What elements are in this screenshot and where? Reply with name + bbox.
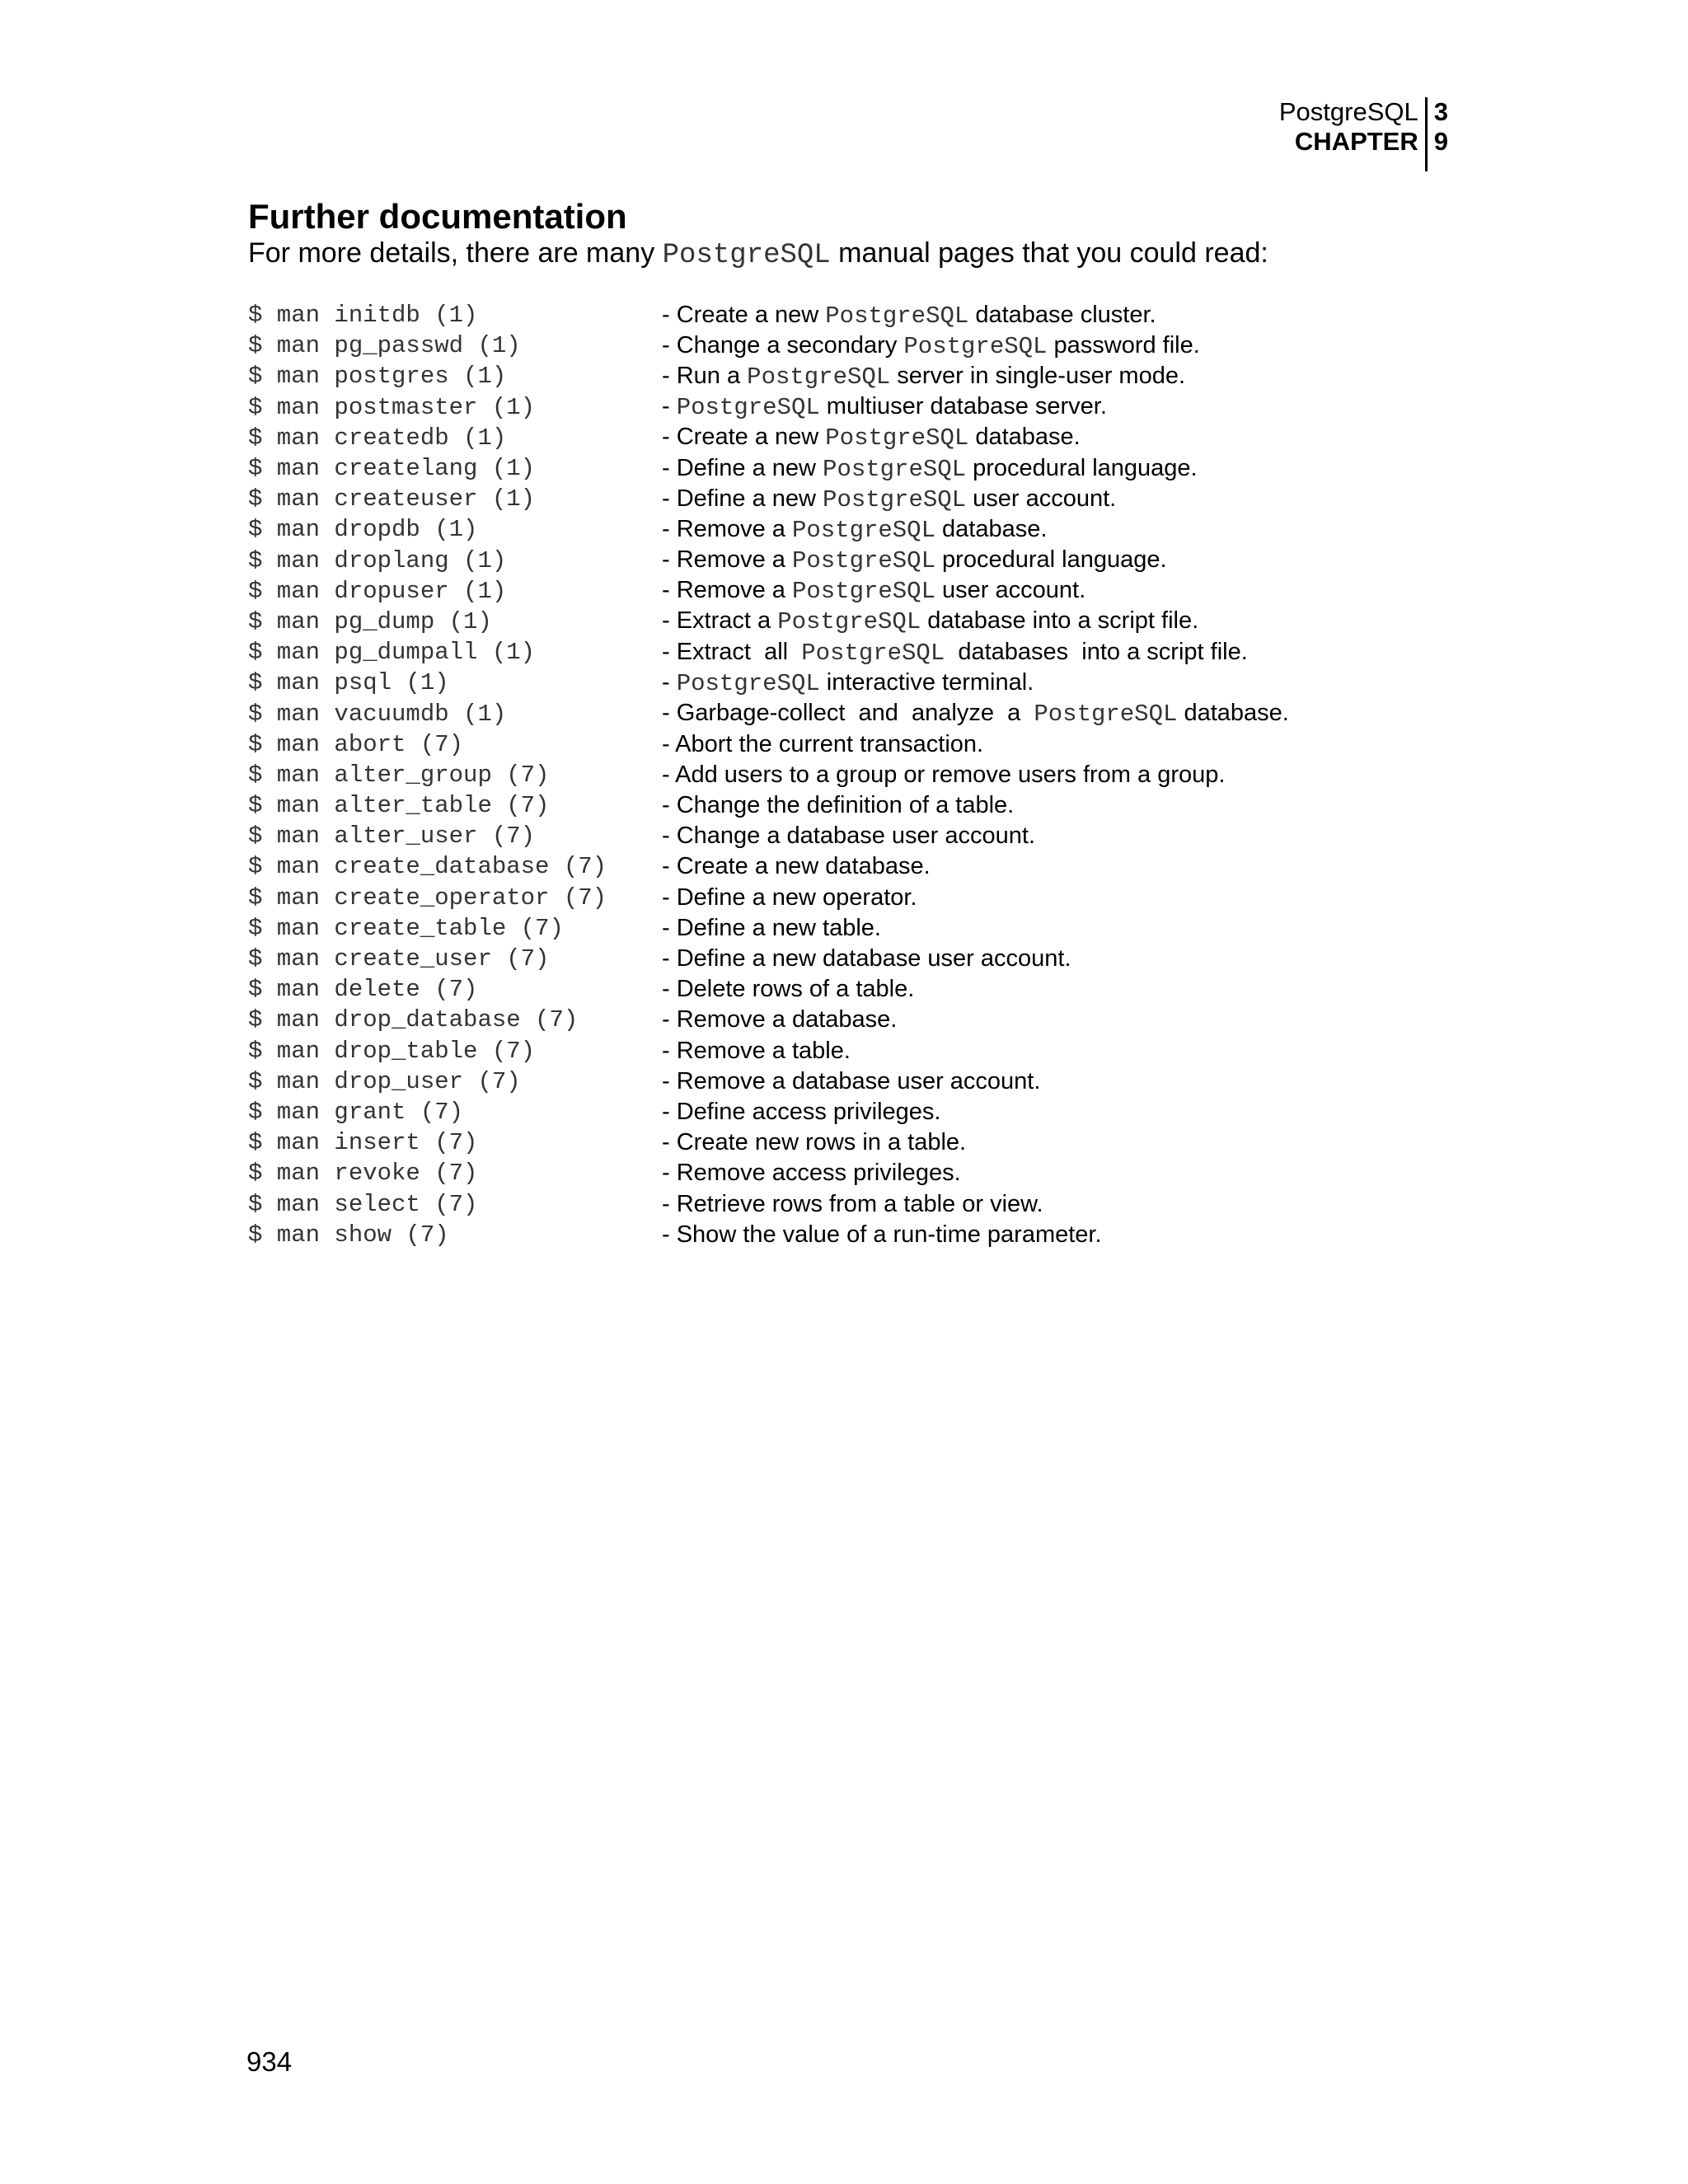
man-description-text: - Change a database user account. [662,823,1036,850]
man-description [662,639,1248,667]
man-page-row [248,1005,1289,1035]
man-description-text-after: interactive terminal. [819,668,1034,696]
page-number: 934 [246,2046,293,2077]
man-description-text: - Retrieve rows from a table or view. [662,1190,1043,1217]
man-description-text: - Remove a [662,546,792,574]
man-command: $ man create_user (7) [248,945,550,973]
man-command: $ man create_operator (7) [248,883,607,912]
man-page-row [248,1158,1289,1188]
man-page-row [248,607,1289,637]
man-command: $ man revoke (7) [248,1160,478,1188]
man-description-text: - Remove a database. [662,1006,898,1033]
man-description-code: PostgreSQL [825,302,969,330]
man-description-text: - Define a new [662,454,823,481]
man-description-code: PostgreSQL [1034,701,1178,729]
man-description-text-after: server in single-user mode. [890,362,1186,389]
man-command: $ man create_table (7) [248,914,564,942]
man-command: $ man delete (7) [248,976,478,1004]
man-description [662,1099,940,1126]
man-command: $ man alter_table (7) [248,792,550,820]
man-description [662,1038,851,1065]
man-command: $ man createdb (1) [248,424,507,452]
man-page-row [248,1127,1289,1158]
man-page-list [248,300,1289,1250]
man-page-row [248,1036,1289,1066]
man-description-text: - Delete rows of a table. [662,976,915,1003]
man-command: $ man dropdb (1) [248,516,478,544]
man-command: $ man grant (7) [248,1098,464,1126]
man-command: $ man dropuser (1) [248,577,507,605]
man-description [662,1191,1043,1218]
man-description [662,700,1289,728]
man-description-code: PostgreSQL [825,424,969,452]
man-description-text: - Define a new operator. [662,883,917,911]
man-description [662,577,1085,605]
man-command: $ man pg_dump (1) [248,607,492,635]
man-description-text: - Create a new database. [662,853,931,880]
man-description-text: - Change a secondary [662,331,904,359]
man-page-row [248,1066,1289,1097]
man-description [662,424,1081,452]
man-description-text: - Create a new [662,424,826,451]
man-command: $ man initdb (1) [248,302,478,330]
man-page-row [248,913,1289,944]
man-description-text-after: user account. [966,485,1117,512]
man-description-text-after: database. [1177,700,1289,727]
man-description [662,669,1034,697]
man-page-row [248,453,1289,484]
man-description-text: - Remove a table. [662,1037,851,1064]
man-page-row [248,637,1289,668]
man-description [662,363,1185,391]
man-description-code: PostgreSQL [777,608,921,636]
man-description-text-after: password file. [1047,331,1200,359]
man-description-text: - Define a new database user account. [662,945,1071,972]
man-page-row [248,790,1289,821]
man-description-text: - Add users to a group or remove users from a group. [662,761,1226,788]
man-page-row [248,330,1289,361]
man-description-text: - Garbage-collect and analyze a [662,700,1034,727]
man-description-text: - Define a new [662,485,823,512]
man-description-text-after: databases into a script file. [945,638,1248,665]
man-page-row [248,883,1289,913]
man-description-text: - [662,668,677,696]
header-product: PostgreSQL [1278,97,1418,126]
man-command: $ man create_database (7) [248,853,607,881]
man-command: $ man drop_user (7) [248,1067,521,1095]
man-description [662,1129,966,1156]
man-command: $ man drop_database (7) [248,1006,579,1034]
man-description [662,945,1071,972]
man-page-row [248,361,1289,391]
man-description-text: - Create a new [662,301,826,328]
man-description [662,1068,1040,1095]
man-description-code: PostgreSQL [801,639,945,667]
man-description-text: - Change the definition of a table. [662,792,1015,819]
man-description [662,823,1035,850]
man-description-text: - Remove a database user account. [662,1067,1041,1094]
man-description-text-after: database cluster. [968,301,1156,328]
man-description-text-after: user account. [935,577,1086,604]
man-command: $ man createlang (1) [248,455,536,483]
man-description [662,731,983,758]
man-description-code: PostgreSQL [676,669,820,697]
man-description [662,516,1047,544]
man-description-code: PostgreSQL [823,485,967,513]
man-description-text: - Define access privileges. [662,1098,941,1125]
man-command: $ man vacuumdb (1) [248,700,507,728]
page-header [1279,97,1448,171]
man-command: $ man abort (7) [248,730,464,758]
man-command: $ man alter_user (7) [248,823,536,851]
man-description-text-after: procedural language. [966,454,1198,481]
man-page-row [248,821,1289,851]
man-description-text: - Create new rows in a table. [662,1129,967,1156]
man-page-row [248,392,1289,423]
man-description [662,546,1167,574]
man-command: $ man drop_table (7) [248,1037,536,1065]
man-command: $ man psql (1) [248,669,449,697]
header-labels [1279,97,1428,171]
man-description [662,607,1198,635]
man-description-code: PostgreSQL [747,363,891,391]
man-command: $ man postmaster (1) [248,393,536,421]
man-description-code: PostgreSQL [791,578,935,606]
man-description-text: - Remove access privileges. [662,1160,961,1187]
man-description [662,884,917,912]
man-command: $ man postgres (1) [248,363,507,391]
man-description-text: - Run a [662,362,748,389]
header-chapter-label: CHAPTER [1294,127,1418,156]
man-description-text-after: database. [968,424,1081,451]
man-description-text: - Remove a [662,515,792,542]
man-description [662,332,1200,360]
man-description-text: - Extract all [662,638,802,665]
man-command: $ man pg_dumpall (1) [248,639,536,667]
man-description-code: PostgreSQL [903,332,1048,360]
section-title: Further documentation [248,197,627,236]
man-command: $ man select (7) [248,1190,478,1218]
man-page-row [248,1220,1289,1250]
man-description-text: - Remove a [662,577,792,604]
man-description [662,762,1225,789]
man-description [662,1221,1102,1249]
man-page-row [248,1097,1289,1127]
man-description-text: - Define a new table. [662,914,881,941]
man-description [662,853,931,880]
man-command: $ man alter_group (7) [248,761,550,789]
man-description [662,393,1107,421]
man-command: $ man show (7) [248,1221,449,1249]
man-page-row [248,760,1289,790]
man-description [662,976,914,1003]
man-description-text-after: procedural language. [935,546,1167,574]
intro-code: PostgreSQL [662,240,831,271]
man-command: $ man droplang (1) [248,546,507,574]
man-description [662,915,881,942]
man-page-row [248,729,1289,760]
man-description-text: - [662,393,677,420]
man-description [662,792,1014,819]
man-page-row [248,851,1289,882]
man-page-row [248,576,1289,607]
man-page-row [248,698,1289,729]
man-description-code: PostgreSQL [791,516,935,544]
header-chapter-number [1428,97,1448,171]
man-description-text-after: multiuser database server. [819,393,1107,420]
chapter-digit-2: 9 [1433,127,1448,156]
man-page-row [248,944,1289,974]
man-description-code: PostgreSQL [676,394,820,422]
man-page-row [248,514,1289,545]
intro-text-before: For more details, there are many [248,237,663,269]
man-description-code: PostgreSQL [823,455,967,483]
man-description [662,1006,897,1033]
man-page-row [248,546,1289,576]
man-page-row [248,423,1289,453]
man-description-code: PostgreSQL [791,547,935,575]
chapter-digit-1: 3 [1433,97,1448,126]
intro-text-after: manual pages that you could read: [830,237,1268,269]
man-command: $ man insert (7) [248,1129,478,1157]
intro-paragraph [248,235,1268,274]
man-description-text-after: database into a script file. [921,607,1199,635]
man-page-row [248,668,1289,698]
man-description-text: - Show the value of a run-time parameter. [662,1221,1102,1248]
man-description-text-after: database. [935,515,1048,542]
man-page-row [248,484,1289,514]
man-description-text: - Abort the current transaction. [662,730,984,757]
man-command: $ man createuser (1) [248,485,536,513]
man-page-row [248,300,1289,330]
man-description [662,455,1198,483]
man-page-row [248,974,1289,1005]
man-description [662,302,1156,330]
man-page-row [248,1188,1289,1219]
man-command: $ man pg_passwd (1) [248,332,521,360]
man-description-text: - Extract a [662,607,778,635]
man-description [662,485,1116,513]
man-description [662,1160,961,1187]
